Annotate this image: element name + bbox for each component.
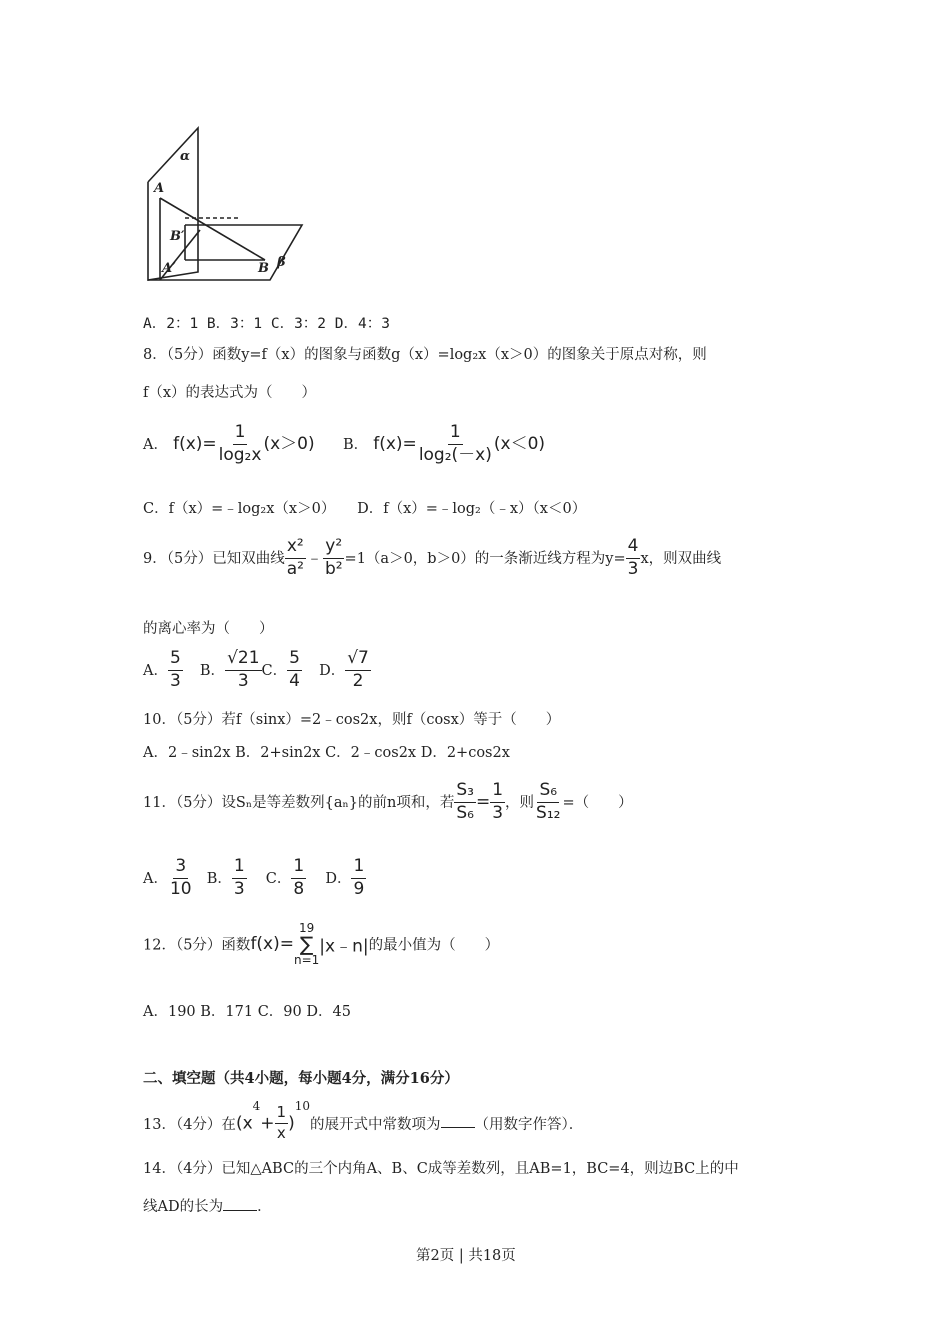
q12-stem: 12．（5分）函数f(x)= 19 ∑ n=1 |x﹣n|的最小值为（ ）: [143, 921, 500, 967]
q8-option-b: [343, 424, 545, 465]
q11-options: A． $\frac{3}{10}$ B． $\frac{1}{3}$ C． $\frac{1}{8}$ D． $\frac{1}{9}$: [143, 856, 365, 899]
geometry-figure: [140, 120, 315, 285]
answer-blank: [441, 1115, 475, 1128]
label-A-prime: A′: [162, 261, 176, 276]
fraction-x2-a2: $\frac{\text{x²}}{\text{a²}}$: [286, 536, 304, 579]
option-label: A．: [143, 436, 168, 453]
q9-options: A． $\frac{5}{3}$ B． $\frac{√21}{3}$ C． $\frac{5}{4}$ D． $\frac{√7}{2}$: [143, 648, 369, 691]
domain-condition: (x＞0): [263, 433, 315, 454]
page-footer: 第2页 | 共18页: [416, 1248, 516, 1264]
label-B-prime: B′: [170, 229, 185, 244]
q12-options: A．190 B．171 C．90 D．45: [143, 1004, 351, 1020]
q14-stem-line1: 14．（4分）已知△ABC的三个内角A、B、C成等差数列，且AB=1，BC=4，则边BC上的中: [143, 1161, 739, 1177]
option-label: B．: [343, 436, 369, 453]
label-B: B: [258, 261, 269, 276]
q8-stem-line2: f（x）的表达式为（ ）: [143, 385, 317, 401]
q13-stem: 13．（4分）在($x^4+$ $\frac{1}{x}$ )$^{10}$的展开式中常数项为 （用数字作答）．: [143, 1099, 584, 1142]
q10-options: A．2﹣sin2x B．2+sin2x C．2﹣cos2x D．2+cos2x: [143, 745, 510, 761]
q9-stem: 9．（5分）已知双曲线 $\frac{\text{x²}}{\text{a²}}$ ﹣ $\frac{\text{y²}}{\text{b²}}$ =1（a＞0，b＞0）的一条渐近线方程为y= $\frac{4}{3}$ x，则双曲线: [143, 536, 722, 579]
fraction-y2-b2: $\frac{\text{y²}}{\text{b²}}$: [324, 536, 343, 579]
q8-stem-line1: 8．（5分）函数y=f（x）的图象与函数g（x）=log₂x（x＞0）的图象关于原点对称，则: [143, 347, 707, 363]
q8-option-a: [143, 424, 315, 465]
label-beta: β: [277, 255, 286, 270]
fraction-4-3: $\frac{4}{3}$: [627, 536, 639, 579]
section-heading: 二、填空题（共4小题，每小题4分，满分16分）: [143, 1070, 459, 1087]
q8-options-cd: C．f（x）=﹣log₂x（x＞0） D．f（x）=﹣log₂（﹣x）（x＜0）: [143, 501, 587, 517]
label-alpha: α: [180, 149, 191, 164]
q14-stem-line2: 线AD的长为 ．: [143, 1199, 272, 1215]
q11-stem: 11．（5分）设Sₙ是等差数列{aₙ}的前n项和，若 $\frac{\text{S₃}}{\text{S₆}}$ = $\frac{1}{3}$ ，则 $\frac{\text{S₆}}{\text{S₁₂}}$ =（ ）: [143, 780, 633, 823]
label-A: A: [154, 181, 165, 196]
summation: 19 ∑ n=1: [294, 921, 320, 967]
domain-condition: (x＜0): [493, 433, 546, 454]
answer-blank: [223, 1198, 257, 1211]
q7-options: A．2：1 B．3：1 C．3：2 D．4：3: [143, 316, 390, 332]
q9-stem-line2: 的离心率为（ ）: [143, 621, 274, 637]
fraction: $\frac{1}{\text{log₂x}}$: [218, 422, 262, 465]
function-lhs: f(x)=: [373, 433, 417, 454]
function-lhs: f(x)=: [173, 433, 217, 454]
fraction: $\frac{1}{\text{log₂(－x)}}$: [418, 422, 492, 465]
q10-stem: 10．（5分）若f（sinx）=2﹣cos2x，则f（cosx）等于（ ）: [143, 712, 561, 728]
